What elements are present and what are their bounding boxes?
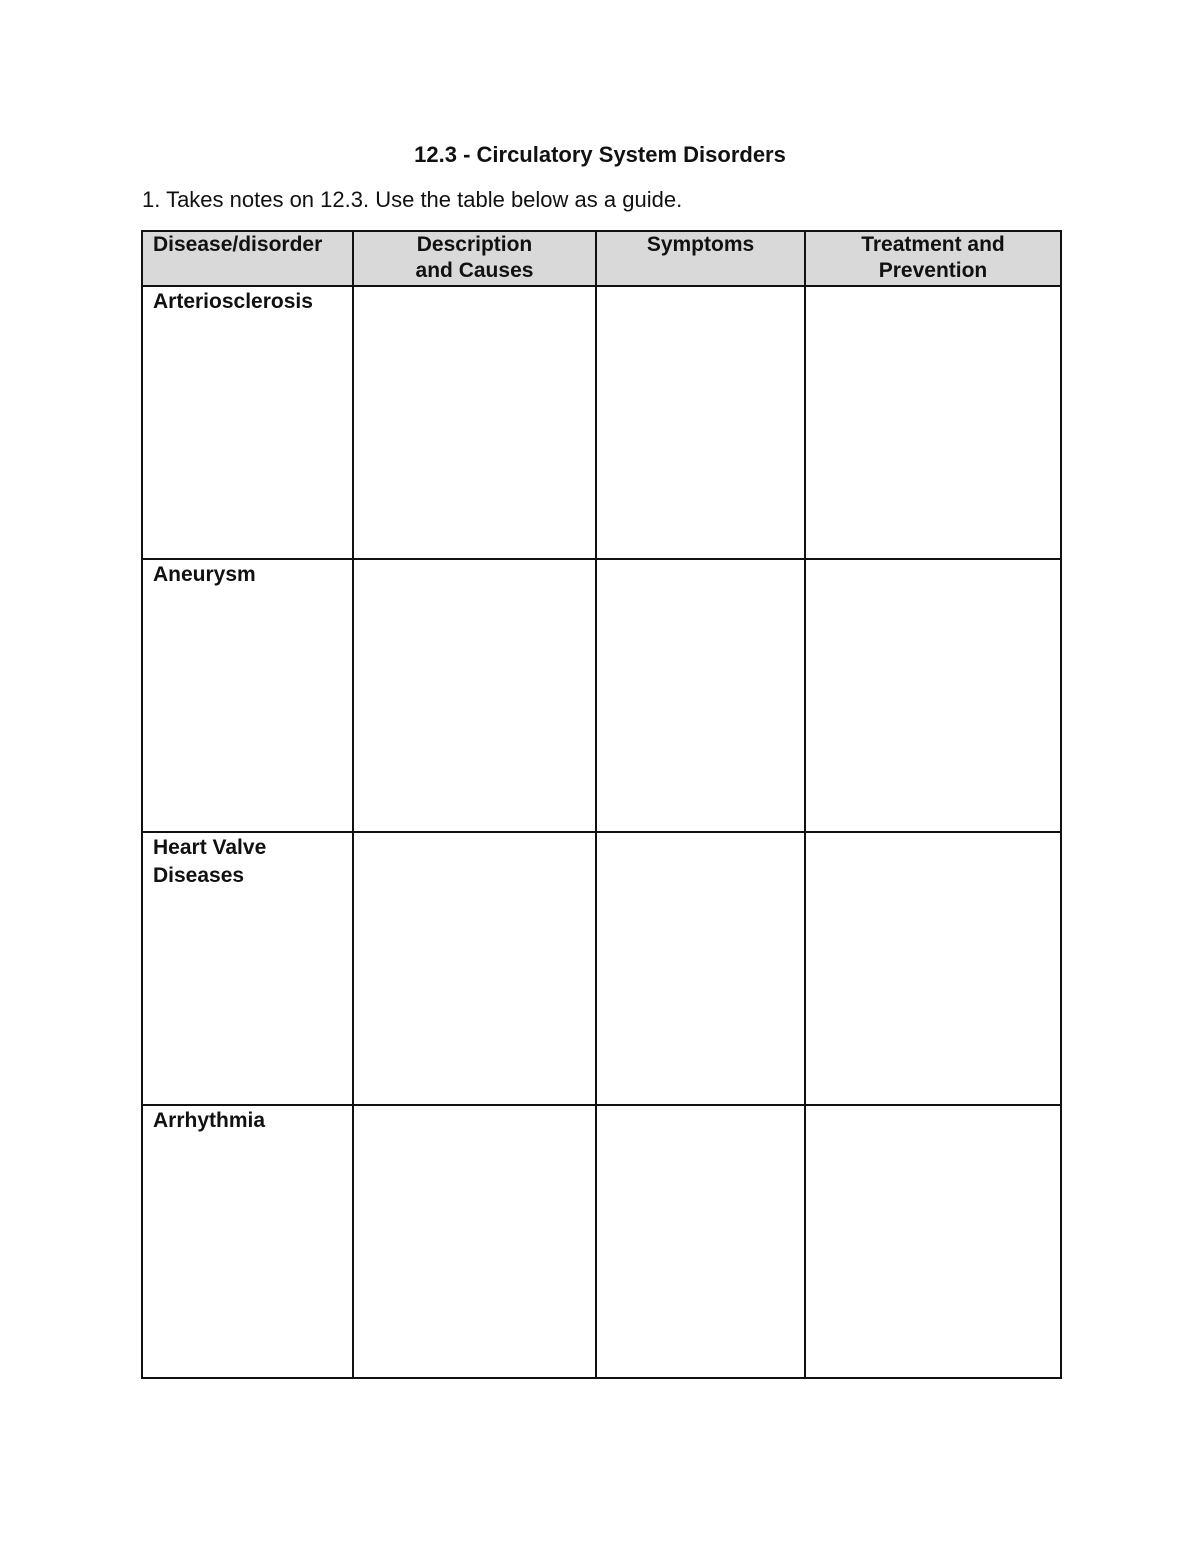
row-label-line2: Diseases [153,864,245,887]
symptoms-cell[interactable] [596,832,805,1105]
row-label-line1: Heart Valve [153,836,267,859]
table-row-arteriosclerosis [142,286,1061,559]
row-label [142,559,353,832]
page-title: 12.3 - Circulatory System Disorders [414,142,786,167]
table-header-row [142,231,1061,286]
symptoms-cell[interactable] [596,559,805,832]
description-cell[interactable] [353,1105,596,1378]
header-disease: Disease/disorder [142,231,353,286]
header-description-line2: and Causes [415,259,534,282]
instruction-text: 1. Takes notes on 12.3. Use the table below as a guide. [142,187,683,212]
table-row-arrhythmia [142,1105,1061,1378]
table-row-heart-valve-diseases [142,832,1061,1105]
treatment-cell[interactable] [805,1105,1061,1378]
symptoms-cell[interactable] [596,286,805,559]
symptoms-cell[interactable] [596,1105,805,1378]
notes-table [141,230,1062,1379]
row-label [142,832,353,1105]
description-cell[interactable] [353,286,596,559]
treatment-cell[interactable] [805,832,1061,1105]
header-description-line1: Description [416,233,533,256]
header-description [353,231,596,286]
row-label [142,1105,353,1378]
header-symptoms: Symptoms [596,231,805,286]
row-label-line1: Arrhythmia [153,1109,266,1132]
row-label [142,286,353,559]
treatment-cell[interactable] [805,559,1061,832]
table-row-aneurysm [142,559,1061,832]
row-label-line1: Arteriosclerosis [153,290,313,313]
row-label-line1: Aneurysm [153,563,256,586]
description-cell[interactable] [353,559,596,832]
treatment-cell[interactable] [805,286,1061,559]
header-treatment [805,231,1061,286]
header-treatment-line2: Prevention [878,259,988,282]
header-treatment-line1: Treatment and [861,233,1005,256]
description-cell[interactable] [353,832,596,1105]
